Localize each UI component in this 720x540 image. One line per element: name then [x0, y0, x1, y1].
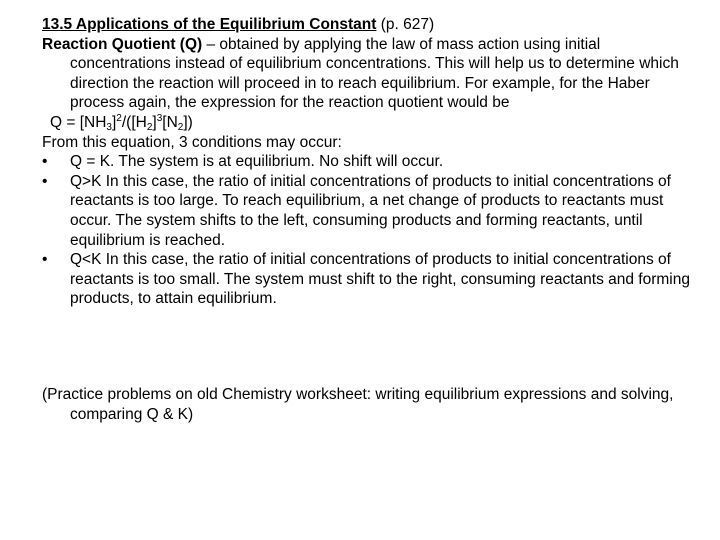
condition-text: Q = K. The system is at equilibrium. No shift will occur. — [70, 153, 444, 171]
definition-text: – obtained by applying the law of mass action using initial concentrations instead of equilibrium concentrations. This will help us to determine which direction the reaction will proceed in to reach equilibrium. For example, for the Haber process again, the expression for the reaction quotient would be — [70, 35, 679, 112]
formula-divider: /([H — [121, 113, 147, 131]
section-heading-line — [42, 15, 702, 35]
bullet-icon: • — [42, 251, 48, 269]
bullet-icon: • — [42, 153, 48, 171]
condition-item — [42, 152, 702, 172]
section-heading: 13.5 Applications of the Equilibrium Constant — [42, 16, 377, 33]
definition-term: Reaction Quotient (Q) — [42, 35, 203, 53]
formula-nh3-subscript: 3 — [106, 121, 112, 133]
bullet-icon: • — [42, 172, 48, 190]
formula-lhs: Q = [NH — [50, 113, 107, 131]
condition-item — [42, 250, 702, 309]
formula-h2-exponent: 3 — [156, 112, 163, 124]
slide-content — [42, 15, 702, 424]
formula-n2: [N — [162, 113, 178, 131]
definition-paragraph — [42, 35, 702, 113]
page-reference: (p. 627) — [376, 16, 435, 33]
formula-h2-subscript: 2 — [146, 121, 153, 133]
condition-item — [42, 172, 702, 250]
conditions-intro: From this equation, 3 conditions may occur: — [42, 133, 342, 151]
reaction-quotient-formula: $Q = [NH_3]^2/([H_2]^3[N_2])$ — [50, 112, 193, 133]
conditions-list — [42, 152, 702, 309]
condition-text: Q>K In this case, the ratio of initial concentrations of products to initial concentrations of reactants is too large. To reach equilibrium, a net change of products to reactants must occur. The system shifts to the left, consuming products and forming reactants, until equilibrium is reached. — [70, 172, 671, 249]
formula-n2-subscript: 2 — [177, 121, 184, 133]
spacer — [42, 309, 702, 385]
formula-nh3-exponent: 2 — [116, 112, 122, 124]
practice-note: (Practice problems on old Chemistry worksheet: writing equilibrium expressions and solving, comparing Q & K) — [42, 385, 674, 423]
formula-close: ]) — [183, 113, 193, 131]
condition-text: Q<K In this case, the ratio of initial concentrations of products to initial concentrations of reactants is too small. The system must shift to the right, consuming reactants and forming products, to attain equilibrium. — [70, 251, 690, 308]
